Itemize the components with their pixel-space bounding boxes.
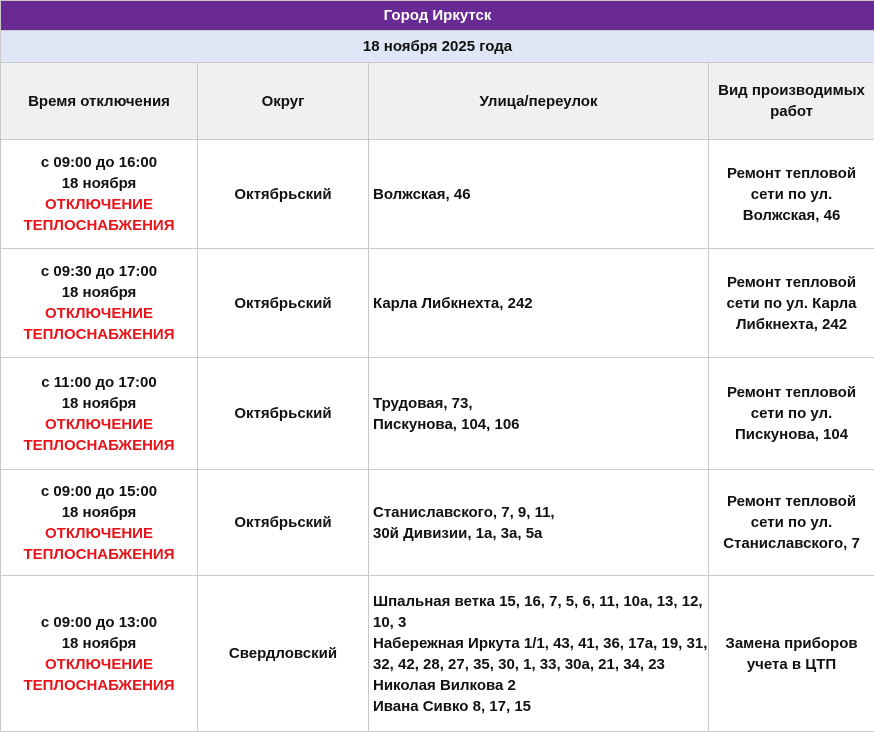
street-line: Волжская, 46: [373, 184, 708, 205]
time-cell: [1, 358, 198, 470]
street-line: Николая Вилкова 2: [373, 675, 708, 696]
time-range: с 09:00 до 15:00: [1, 481, 197, 502]
table-row: [1, 470, 874, 576]
status-line-2: ТЕПЛОСНАБЖЕНИЯ: [1, 675, 197, 696]
outage-day: 18 ноября: [1, 502, 197, 523]
street-cell: [369, 249, 709, 358]
district-cell: Свердловский: [198, 576, 369, 732]
work-cell: Ремонт тепловой сети по ул. Пискунова, 104: [709, 358, 874, 470]
street-line: Ивана Сивко 8, 17, 15: [373, 696, 708, 717]
status-line-2: ТЕПЛОСНАБЖЕНИЯ: [1, 544, 197, 565]
date-title-row: [1, 31, 874, 63]
status-line-1: ОТКЛЮЧЕНИЕ: [1, 194, 197, 215]
district-cell: Октябрьский: [198, 249, 369, 358]
status-line-1: ОТКЛЮЧЕНИЕ: [1, 303, 197, 324]
work-cell: Ремонт тепловой сети по ул. Станиславского, 7: [709, 470, 874, 576]
street-cell: [369, 140, 709, 249]
street-cell: [369, 576, 709, 732]
date-title: 18 ноября 2025 года: [1, 31, 874, 63]
district-cell: Октябрьский: [198, 140, 369, 249]
city-title: Город Иркутск: [1, 1, 874, 31]
time-cell: [1, 470, 198, 576]
time-range: с 09:00 до 13:00: [1, 612, 197, 633]
outage-day: 18 ноября: [1, 633, 197, 654]
work-cell: Ремонт тепловой сети по ул. Волжская, 46: [709, 140, 874, 249]
street-line: Карла Либкнехта, 242: [373, 293, 708, 314]
header-time: Время отключения: [1, 63, 198, 140]
work-cell: Ремонт тепловой сети по ул. Карла Либкнехта, 242: [709, 249, 874, 358]
time-range: с 09:00 до 16:00: [1, 152, 197, 173]
status-line-1: ОТКЛЮЧЕНИЕ: [1, 523, 197, 544]
street-cell: [369, 470, 709, 576]
status-line-1: ОТКЛЮЧЕНИЕ: [1, 654, 197, 675]
street-line: Станиславского, 7, 9, 11,: [373, 502, 708, 523]
status-line-2: ТЕПЛОСНАБЖЕНИЯ: [1, 435, 197, 456]
time-range: с 11:00 до 17:00: [1, 372, 197, 393]
street-cell: [369, 358, 709, 470]
work-cell: Замена приборов учета в ЦТП: [709, 576, 874, 732]
time-cell: [1, 249, 198, 358]
status-line-2: ТЕПЛОСНАБЖЕНИЯ: [1, 324, 197, 345]
table-row: [1, 140, 874, 249]
outage-day: 18 ноября: [1, 173, 197, 194]
time-cell: [1, 140, 198, 249]
outage-day: 18 ноября: [1, 393, 197, 414]
street-line: Трудовая, 73,: [373, 393, 708, 414]
status-line-1: ОТКЛЮЧЕНИЕ: [1, 414, 197, 435]
table-row: [1, 249, 874, 358]
header-work: Вид производимых работ: [709, 63, 874, 140]
table-row: [1, 358, 874, 470]
time-range: с 09:30 до 17:00: [1, 261, 197, 282]
street-line: Пискунова, 104, 106: [373, 414, 708, 435]
header-row: [1, 63, 874, 140]
status-line-2: ТЕПЛОСНАБЖЕНИЯ: [1, 215, 197, 236]
time-cell: [1, 576, 198, 732]
district-cell: Октябрьский: [198, 358, 369, 470]
street-line: Шпальная ветка 15, 16, 7, 5, 6, 11, 10а, 13, 12, 10, 3: [373, 591, 708, 633]
district-cell: Октябрьский: [198, 470, 369, 576]
outage-day: 18 ноября: [1, 282, 197, 303]
city-title-row: [1, 1, 874, 31]
table-row: [1, 576, 874, 732]
header-district: Округ: [198, 63, 369, 140]
street-line: 30й Дивизии, 1а, 3а, 5а: [373, 523, 708, 544]
header-street: Улица/переулок: [369, 63, 709, 140]
street-line: Набережная Иркута 1/1, 43, 41, 36, 17а, 19, 31, 32, 42, 28, 27, 35, 30, 1, 33, 30а, 21, 34, 23: [373, 633, 708, 675]
